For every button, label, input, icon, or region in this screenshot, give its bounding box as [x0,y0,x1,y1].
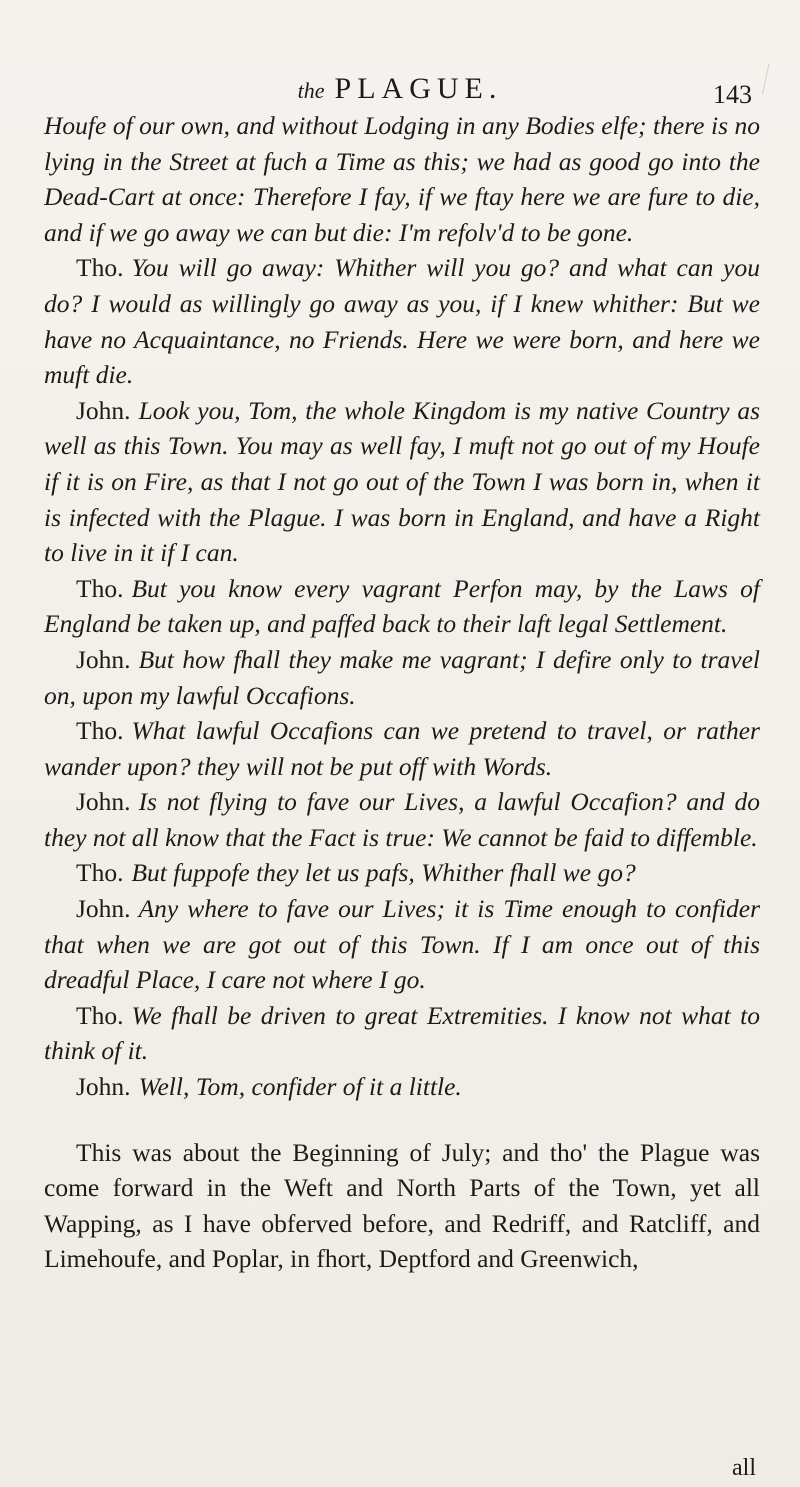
speaker-name: Tho. [76,858,124,888]
paragraph-4-text: But you know every vagrant Perfon may, by the Laws of England be taken up, and paffed back to their laft legal Settlement. [44,573,760,639]
paragraph-10 [44,998,760,1069]
paragraph-1-text: Houfe of our own, and without Lodging in any Bodies elfe; there is no lying in the Street at fuch a Time as this; we had as good go into the Dead-Cart at once: Therefore I fay, if we ftay here we are fure to die, and if we go away we can but die: I'm refolv'd to be gone. [44,111,760,247]
paragraph-6 [44,713,760,784]
running-head-title: PLAGUE. [334,72,503,105]
paragraph-9-text: Any where to fave our Lives; it is Time enough to confider that when we are got out of this Town. If I am once out of this dreadful Place, I care not where I go. [44,894,760,995]
speaker-name: John. [76,1072,131,1102]
speaker-name: Tho. [76,1000,124,1030]
paragraph-11-text: Well, Tom, confider of it a little. [138,1072,462,1102]
body-text [44,108,760,1277]
paragraph-11 [44,1069,760,1105]
paragraph-1 [44,108,760,250]
speaker-name: John. [76,894,131,924]
speaker-name: Tho. [76,716,124,746]
paragraph-2-text: You will go away: Whither will you go? and what can you do? I would as willingly go away as you, if I knew whither: But we have no Acquaintance, no Friends. Here we were born, and here we muft die. [44,253,760,390]
catchword: all [732,1455,756,1481]
paragraph-9 [44,891,760,998]
paragraph-3 [44,393,760,571]
paragraph-10-text: We fhall be driven to great Extremities. I know not what to think of it. [44,1000,760,1066]
paragraph-8-text: But fuppofe they let us pafs, Whither fhall we go? [131,858,636,888]
running-head-article: the [297,78,325,103]
running-head [0,72,800,106]
page-header [0,72,800,112]
speaker-name: John. [76,395,131,425]
paragraph-7 [44,784,760,855]
paragraph-5 [44,642,760,713]
paragraph-7-text: Is not flying to fave our Lives, a lawful Occafion? and do they not all know that the Fact is true: We cannot be faid to diffemble. [44,787,760,852]
paragraph-8 [44,855,760,891]
section-gap [44,1105,760,1135]
speaker-name: Tho. [76,573,124,603]
paragraph-5-text: But how fhall they make me vagrant; I defire only to travel on, upon my lawful Occafions. [44,644,760,710]
page-number: 143 [713,80,752,109]
paragraph-2 [44,250,760,392]
speaker-name: Tho. [76,253,124,283]
speaker-name: John. [76,644,131,674]
paragraph-6-text: What lawful Occafions can we pretend to travel, or rather wander upon? they will not be put off with Words. [44,716,760,781]
speaker-name: John. [76,787,131,817]
paragraph-4 [44,571,760,642]
narrative-paragraph: This was about the Beginning of July; and tho' the Plague was come forward in the Weft and North Parts of the Town, yet all Wapping, as I have obferved before, and Redriff, and Ratcliff, and Limehoufe, and Poplar, in fhort, Deptford and Greenwich, [44,1137,760,1274]
paragraph-3-text: Look you, Tom, the whole Kingdom is my native Country as well as this Town. You may as well fay, I muft not go out of my Houfe if it is on Fire, as that I not go out of the Town I was born in, when it is infected with the Plague. I was born in England, and have a Right to live in it if I can. [44,395,760,568]
